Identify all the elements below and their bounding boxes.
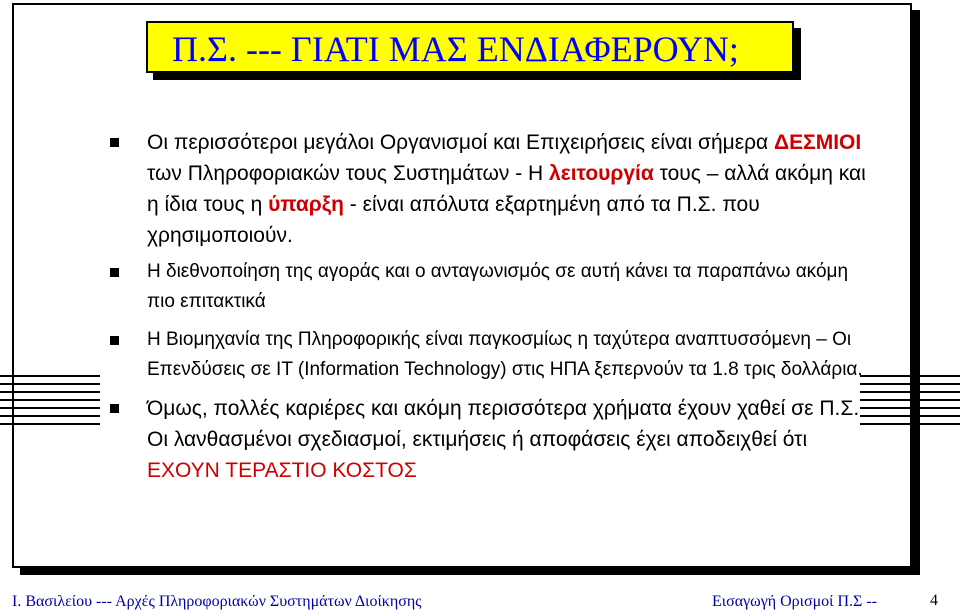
bullet-text-2: Η διεθνοποίηση της αγοράς και ο ανταγωνισμός σε αυτή κάνει τα παραπάνω ακόμη πιο επιτακτικά xyxy=(147,261,849,312)
bullet-text-3: Η Βιομηχανία της Πληροφορικής είναι παγκοσμίως η ταχύτερα αναπτυσσόμενη – Οι Επενδύσεις σε IT (Information Technology) στις ΗΠΑ ξεπερνούν τα 1.8 τρις δολλάρια. xyxy=(147,329,863,380)
square-bullet-icon xyxy=(110,336,119,345)
title-box xyxy=(146,21,794,73)
bullet-item-1 xyxy=(110,127,870,251)
bullet-item-2 xyxy=(110,257,870,317)
bullet-item-3 xyxy=(110,325,870,385)
square-bullet-icon xyxy=(110,268,119,277)
square-bullet-icon xyxy=(110,138,119,147)
footer-author-course: Ι. Βασιλείου --- Αρχές Πληροφοριακών Συστημάτων Διοίκησης xyxy=(12,593,422,610)
bullet-item-4 xyxy=(110,393,870,486)
footer-section: Εισαγωγή Ορισμοί Π.Σ -- xyxy=(712,593,877,610)
bullet-text-1: Οι περισσότεροι μεγάλοι Οργανισμοί και Επιχειρήσεις είναι σήμερα ΔΕΣΜΙΟΙ των Πληροφοριακών τους Συστημάτων - Η λειτουργία τους – αλλά ακόμη και η ίδια τους η ύπαρξη - είναι απόλυτα εξαρτημένη από τα Π.Σ. που χρησιμοποιούν. xyxy=(147,131,866,247)
bullet-list xyxy=(110,127,870,494)
square-bullet-icon xyxy=(110,404,119,413)
slide-title: Π.Σ. --- ΓΙΑΤΙ ΜΑΣ ΕΝΔΙΑΦΕΡΟΥΝ; xyxy=(172,29,739,69)
page-number: 4 xyxy=(930,592,938,609)
bullet-text-4: Όμως, πολλές καριέρες και ακόμη περισσότερα χρήματα έχουν χαθεί σε Π.Σ. Οι λανθασμένοι σχεδιασμοί, εκτιμήσεις ή αποφάσεις έχει αποδειχθεί ότι ΕΧΟΥΝ ΤΕΡΑΣΤΙΟ ΚΟΣΤΟΣ xyxy=(147,397,860,482)
